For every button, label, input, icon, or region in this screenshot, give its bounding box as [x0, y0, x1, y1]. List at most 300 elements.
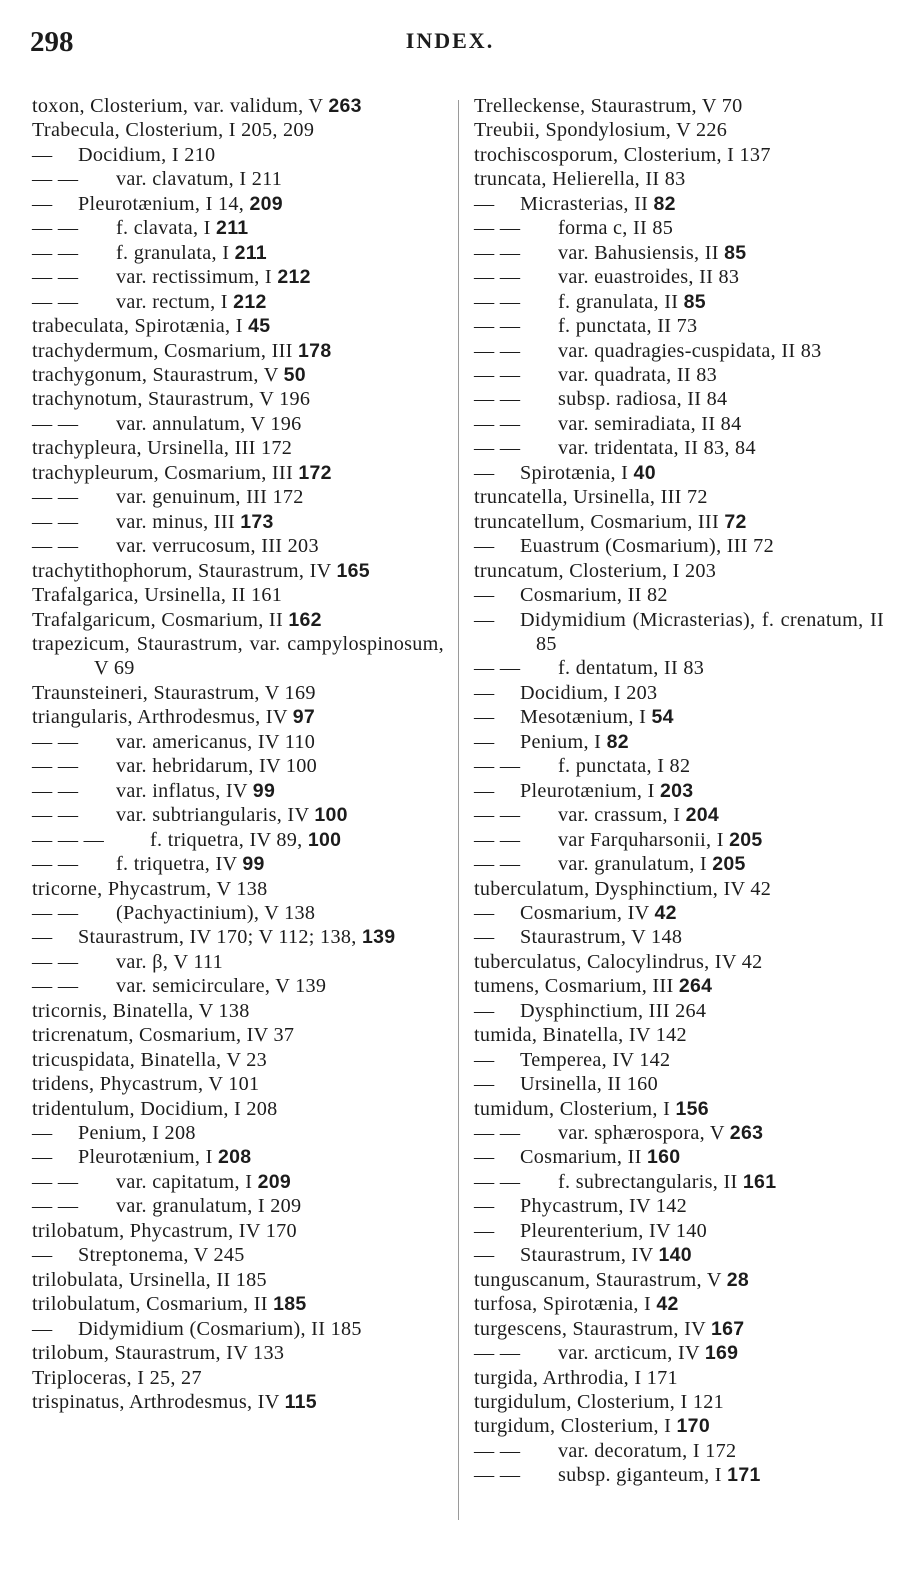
ditto-dash — [32, 779, 116, 803]
index-entry — [474, 1341, 884, 1365]
ditto-dash — [474, 583, 520, 607]
ditto-dash — [474, 925, 520, 949]
entry-bold-page: 205 — [712, 853, 746, 876]
index-entry — [474, 1390, 884, 1414]
entry-bold-page: 139 — [361, 926, 396, 949]
entry-bold-page: 211 — [234, 241, 267, 264]
entry-text: Trafalgarica, Ursinella, II 161 — [32, 584, 283, 607]
ditto-dash — [474, 241, 558, 265]
entry-text: Ursinella, II 160 — [520, 1073, 658, 1096]
entry-text: var. sphærospora, V — [558, 1122, 730, 1145]
ditto-dash — [474, 216, 558, 240]
entry-bold-page: 85 — [724, 241, 747, 264]
index-entry — [474, 852, 884, 876]
index-entry — [474, 1121, 884, 1145]
entry-bold-page: 100 — [314, 804, 348, 827]
index-entry — [32, 143, 444, 167]
index-entry — [474, 1243, 884, 1267]
ditto-dash — [474, 828, 558, 852]
entry-text: Trafalgaricum, Cosmarium, II — [32, 608, 289, 631]
ditto-dash — [474, 192, 520, 216]
entry-text: trachypleurum, Cosmarium, III — [32, 461, 299, 484]
index-entry — [32, 1341, 444, 1365]
entry-text: var. annulatum, V 196 — [116, 412, 302, 435]
entry-text: trachynotum, Staurastrum, V 196 — [32, 388, 311, 411]
entry-bold-page: 54 — [651, 706, 674, 729]
index-entry — [32, 1268, 444, 1292]
entry-bold-page: 178 — [298, 339, 332, 362]
ditto-dash — [474, 412, 558, 436]
entry-text: trilobum, Staurastrum, IV 133 — [32, 1342, 285, 1365]
index-entry — [474, 656, 884, 680]
index-entry — [32, 559, 444, 583]
index-entry — [474, 1317, 884, 1341]
entry-text: Temperea, IV 142 — [520, 1048, 671, 1071]
entry-bold-page: 82 — [606, 730, 629, 753]
index-entry — [32, 705, 444, 729]
entry-text: turfosa, Spirotænia, I — [474, 1293, 657, 1316]
entry-text: Staurastrum, V 148 — [520, 926, 683, 949]
entry-text: tuberculatus, Calocylindrus, IV 42 — [474, 950, 763, 973]
index-entry — [474, 534, 884, 558]
ditto-dash — [474, 1048, 520, 1072]
entry-text: var. granulatum, I 209 — [116, 1195, 302, 1218]
entry-text: f. triquetra, IV 89, — [150, 828, 308, 851]
entry-text: truncatella, Ursinella, III 72 — [474, 486, 708, 509]
ditto-dash — [32, 1317, 78, 1341]
index-entry — [32, 216, 444, 240]
index-entry — [32, 534, 444, 558]
ditto-dash — [474, 852, 558, 876]
entry-text: var. β, V 111 — [116, 950, 224, 973]
index-entry — [474, 265, 884, 289]
entry-bold-page: 40 — [633, 461, 656, 484]
entry-text: Pleurenterium, IV 140 — [520, 1219, 708, 1242]
index-entry — [32, 925, 444, 949]
entry-text: tricrenatum, Cosmarium, IV 37 — [32, 1024, 295, 1047]
index-entry — [32, 290, 444, 314]
entry-text: Trabecula, Closterium, I 205, 209 — [32, 119, 315, 142]
index-entry — [474, 974, 884, 998]
ditto-dash — [32, 216, 116, 240]
index-entry — [474, 363, 884, 387]
page-header — [30, 22, 870, 62]
entry-text: turgidum, Closterium, I — [474, 1415, 677, 1438]
index-entry — [32, 339, 444, 363]
entry-text: f. subrectangularis, II — [558, 1170, 743, 1193]
entry-text: Penium, I — [520, 730, 607, 753]
ditto-dash — [474, 534, 520, 558]
ditto-dash — [474, 1194, 520, 1218]
entry-text: var. semiradiata, II 84 — [558, 412, 742, 435]
entry-text: tumida, Binatella, IV 142 — [474, 1024, 687, 1047]
index-entry — [474, 925, 884, 949]
entry-text: Euastrum (Cosmarium), III 72 — [520, 535, 774, 558]
ditto-dash — [32, 167, 116, 191]
index-entry — [474, 461, 884, 485]
entry-bold-page: 99 — [242, 853, 265, 876]
entry-bold-page: 211 — [216, 217, 249, 240]
entry-bold-page: 171 — [727, 1464, 761, 1487]
column-divider — [458, 100, 459, 1520]
index-entry — [32, 1390, 444, 1414]
running-head: INDEX. — [405, 28, 495, 53]
entry-bold-page: 160 — [647, 1146, 681, 1169]
index-entry — [32, 485, 444, 509]
entry-bold-page: 205 — [729, 828, 763, 851]
ditto-dash — [474, 339, 558, 363]
entry-bold-page: 209 — [257, 1170, 292, 1193]
entry-text: Spirotænia, I — [520, 461, 634, 484]
index-entry — [474, 1292, 884, 1316]
index-entry — [32, 1048, 444, 1072]
ditto-dash — [474, 1439, 558, 1463]
entry-text: tunguscanum, Staurastrum, V — [474, 1268, 727, 1291]
index-entry — [474, 1414, 884, 1438]
ditto-dash — [474, 1145, 520, 1169]
index-entry — [32, 999, 444, 1023]
index-entry — [32, 1145, 444, 1169]
entry-bold-page: 185 — [273, 1293, 307, 1316]
entry-text: subsp. giganteum, I — [558, 1464, 728, 1487]
entry-text: var. verrucosum, III 203 — [116, 535, 319, 558]
entry-text: var. crassum, I — [558, 804, 686, 827]
entry-text: truncatum, Closterium, I 203 — [474, 559, 717, 582]
index-entry — [32, 1292, 444, 1316]
entry-text: trilobulatum, Cosmarium, II — [32, 1293, 274, 1316]
ditto-dash — [474, 656, 558, 680]
entry-text: var. minus, III — [116, 510, 241, 533]
index-entry — [32, 1023, 444, 1047]
entry-text: trochiscosporum, Closterium, I 137 — [474, 143, 771, 166]
index-entry — [474, 241, 884, 265]
index-entry — [474, 1439, 884, 1463]
index-entry — [474, 705, 884, 729]
entry-text: var. americanus, IV 110 — [116, 730, 316, 753]
entry-text: Cosmarium, II — [520, 1146, 647, 1169]
entry-bold-page: 212 — [233, 290, 267, 313]
index-entry — [474, 412, 884, 436]
index-entry — [32, 192, 444, 216]
index-entry — [474, 216, 884, 240]
entry-text: turgidulum, Closterium, I 121 — [474, 1391, 725, 1414]
entry-text: Streptonema, V 245 — [78, 1244, 245, 1267]
entry-text: Trelleckense, Staurastrum, V 70 — [474, 95, 743, 117]
entry-text: f. punctata, II 73 — [558, 315, 698, 338]
entry-text: tridentulum, Docidium, I 208 — [32, 1097, 278, 1120]
index-entry — [474, 1072, 884, 1096]
ditto-dash — [474, 461, 520, 485]
entry-text: f. dentatum, II 83 — [558, 657, 705, 680]
ditto-dash — [32, 265, 116, 289]
index-entry — [474, 1268, 884, 1292]
entry-text: tricuspidata, Binatella, V 23 — [32, 1048, 268, 1071]
entry-text: subsp. radiosa, II 84 — [558, 388, 728, 411]
entry-text: var. subtriangularis, IV — [116, 804, 315, 827]
index-entry — [474, 387, 884, 411]
entry-text: trachygonum, Staurastrum, V — [32, 363, 284, 386]
entry-bold-page: 85 — [683, 290, 706, 313]
ditto-dash — [32, 974, 116, 998]
entry-text: var. tridentata, II 83, 84 — [558, 437, 756, 460]
entry-text: var. quadragies-cuspidata, II 83 — [558, 339, 822, 362]
index-entry — [32, 1317, 444, 1341]
entry-text: Cosmarium, IV — [520, 901, 655, 924]
entry-text: var Farquharsonii, I — [558, 828, 730, 851]
index-entry — [474, 950, 884, 974]
index-entry — [32, 583, 444, 607]
entry-text: trachypleura, Ursinella, III 172 — [32, 437, 293, 460]
ditto-dash — [32, 143, 78, 167]
index-entry — [474, 803, 884, 827]
ditto-dash — [474, 901, 520, 925]
entry-bold-page: 100 — [307, 828, 342, 851]
entry-text: tricornis, Binatella, V 138 — [32, 999, 250, 1022]
index-column-right — [474, 94, 884, 1488]
index-entry — [474, 339, 884, 363]
ditto-dash — [474, 314, 558, 338]
ditto-dash — [32, 1145, 78, 1169]
entry-bold-page: 115 — [284, 1391, 317, 1414]
entry-text: Micrasterias, II — [520, 192, 654, 215]
entry-bold-page: 42 — [654, 901, 677, 924]
index-entry — [32, 632, 444, 681]
ditto-dash — [474, 779, 520, 803]
entry-bold-page: 156 — [675, 1097, 709, 1120]
entry-bold-page: 72 — [724, 510, 747, 533]
ditto-dash — [474, 1341, 558, 1365]
index-entry — [32, 461, 444, 485]
index-entry — [32, 241, 444, 265]
index-entry — [32, 265, 444, 289]
index-entry — [32, 314, 444, 338]
index-entry — [474, 681, 884, 705]
entry-bold-page: 161 — [742, 1170, 777, 1193]
entry-bold-page: 162 — [288, 608, 322, 631]
entry-text: Traunsteineri, Staurastrum, V 169 — [32, 681, 316, 704]
ditto-dash — [474, 705, 520, 729]
index-entry — [474, 167, 884, 191]
ditto-dash — [474, 1170, 558, 1194]
entry-bold-page: 170 — [676, 1415, 710, 1438]
entry-text: trachydermum, Cosmarium, III — [32, 339, 299, 362]
ditto-dash — [32, 412, 116, 436]
entry-text: var. Bahusiensis, II — [558, 241, 725, 264]
index-entry — [32, 167, 444, 191]
entry-text: Staurastrum, IV 170; V 112; 138, — [78, 926, 362, 949]
entry-text: var. granulatum, I — [558, 853, 713, 876]
page-number: 298 — [30, 26, 74, 58]
ditto-dash — [32, 1121, 78, 1145]
entry-text: var. capitatum, I — [116, 1170, 258, 1193]
index-entry — [32, 1097, 444, 1121]
index-entry — [474, 1048, 884, 1072]
entry-text: tumidum, Closterium, I — [474, 1097, 676, 1120]
entry-text: truncatellum, Cosmarium, III — [474, 510, 725, 533]
entry-bold-page: 169 — [704, 1342, 739, 1365]
index-entry — [474, 779, 884, 803]
ditto-dash — [32, 1243, 78, 1267]
ditto-dash — [32, 901, 116, 925]
ditto-dash — [32, 754, 116, 778]
index-entry — [474, 608, 884, 657]
index-entry — [32, 681, 444, 705]
index-entry — [474, 583, 884, 607]
entry-text: var. clavatum, I 211 — [116, 168, 283, 191]
entry-text: trispinatus, Arthrodesmus, IV — [32, 1391, 285, 1414]
entry-text: Triploceras, I 25, 27 — [32, 1366, 202, 1389]
index-entry — [474, 485, 884, 509]
entry-text: tumens, Cosmarium, III — [474, 975, 679, 998]
entry-text: f. clavata, I — [116, 217, 217, 240]
entry-text: truncata, Helierella, II 83 — [474, 168, 686, 191]
index-entry — [32, 1072, 444, 1096]
ditto-dash — [474, 265, 558, 289]
index-entry — [474, 143, 884, 167]
index-entry — [32, 754, 444, 778]
index-entry — [474, 1194, 884, 1218]
index-entry — [32, 94, 444, 118]
index-entry — [474, 559, 884, 583]
entry-text: var. hebridarum, IV 100 — [116, 755, 318, 778]
entry-text: Treubii, Spondylosium, V 226 — [474, 119, 728, 142]
index-entry — [474, 436, 884, 460]
entry-text: f. triquetra, IV — [116, 853, 243, 876]
ditto-dash — [474, 1243, 520, 1267]
entry-text: f. punctata, I 82 — [558, 755, 691, 778]
ditto-dash — [32, 485, 116, 509]
ditto-dash — [474, 387, 558, 411]
index-entry — [474, 999, 884, 1023]
index-entry — [474, 192, 884, 216]
index-entry — [474, 290, 884, 314]
entry-text: var. rectum, I — [116, 290, 234, 313]
index-entry — [32, 510, 444, 534]
ditto-dash — [32, 534, 116, 558]
ditto-dash — [32, 290, 116, 314]
entry-bold-page: 208 — [217, 1146, 252, 1169]
index-entry — [32, 1243, 444, 1267]
index-entry — [474, 1145, 884, 1169]
entry-text: Staurastrum, IV — [520, 1244, 659, 1267]
index-entry — [474, 877, 884, 901]
entry-bold-page: 209 — [249, 192, 283, 215]
entry-bold-page: 99 — [252, 779, 276, 802]
index-entry — [474, 1219, 884, 1243]
ditto-dash — [474, 608, 520, 632]
entry-text: f. granulata, II — [558, 290, 684, 313]
entry-bold-page: 28 — [726, 1268, 749, 1291]
entry-bold-page: 42 — [656, 1293, 679, 1316]
entry-text: trapezicum, Staurastrum, var. campylospinosum, V 69 — [32, 632, 444, 680]
ditto-dash — [474, 681, 520, 705]
index-entry — [474, 510, 884, 534]
index-entry — [32, 118, 444, 142]
entry-text: trabeculata, Spirotænia, I — [32, 315, 249, 338]
index-entry — [474, 1366, 884, 1390]
ditto-dash — [474, 436, 558, 460]
entry-text: Dysphinctium, III 264 — [520, 999, 707, 1022]
entry-text: trilobulata, Ursinella, II 185 — [32, 1268, 267, 1291]
index-entry — [474, 1097, 884, 1121]
entry-text: (Pachyactinium), V 138 — [116, 901, 316, 924]
entry-bold-page: 263 — [729, 1122, 764, 1145]
entry-text: tridens, Phycastrum, V 101 — [32, 1073, 260, 1096]
index-entry — [474, 1170, 884, 1194]
entry-bold-page: 82 — [653, 192, 676, 215]
ditto-dash — [32, 730, 116, 754]
ditto-dash — [474, 1121, 558, 1145]
index-entry — [32, 1170, 444, 1194]
ditto-dash — [474, 1463, 558, 1487]
ditto-dash — [32, 241, 116, 265]
index-entry — [32, 1366, 444, 1390]
entry-text: tricorne, Phycastrum, V 138 — [32, 877, 268, 900]
ditto-dash — [32, 828, 150, 852]
entry-text: turgida, Arthrodia, I 171 — [474, 1366, 678, 1389]
entry-text: Pleurotænium, I 14, — [78, 192, 250, 215]
ditto-dash — [32, 852, 116, 876]
ditto-dash — [32, 192, 78, 216]
index-entry — [474, 754, 884, 778]
entry-text: var. rectissimum, I — [116, 266, 278, 289]
entry-text: trilobatum, Phycastrum, IV 170 — [32, 1219, 297, 1242]
index-entry — [32, 974, 444, 998]
entry-text: var. semicirculare, V 139 — [116, 975, 327, 998]
entry-text: var. genuinum, III 172 — [116, 486, 304, 509]
ditto-dash — [32, 1194, 116, 1218]
entry-bold-page: 50 — [283, 363, 306, 386]
ditto-dash — [32, 950, 116, 974]
index-entry — [474, 94, 884, 118]
entry-bold-page: 97 — [292, 706, 315, 729]
index-entry — [474, 730, 884, 754]
entry-text: Cosmarium, II 82 — [520, 584, 668, 607]
index-entry — [32, 1194, 444, 1218]
entry-text: tuberculatum, Dysphinctium, IV 42 — [474, 877, 772, 900]
index-entry — [32, 852, 444, 876]
entry-text: Phycastrum, IV 142 — [520, 1195, 688, 1218]
entry-text: var. arcticum, IV — [558, 1342, 705, 1365]
index-entry — [474, 901, 884, 925]
ditto-dash — [474, 1072, 520, 1096]
entry-text: turgescens, Staurastrum, IV — [474, 1317, 711, 1340]
index-entry — [32, 436, 444, 460]
ditto-dash — [474, 730, 520, 754]
entry-text: Docidium, I 203 — [520, 681, 658, 704]
index-entry — [32, 412, 444, 436]
entry-text: var. inflatus, IV — [116, 779, 253, 802]
ditto-dash — [474, 363, 558, 387]
entry-text: forma c, II 85 — [558, 217, 674, 240]
entry-text: var. decoratum, I 172 — [558, 1439, 737, 1462]
entry-text: trachytithophorum, Staurastrum, IV — [32, 559, 337, 582]
entry-text: Pleurotænium, I — [78, 1146, 218, 1169]
index-entry — [474, 1023, 884, 1047]
index-entry — [474, 118, 884, 142]
index-entry — [474, 314, 884, 338]
entry-bold-page: 203 — [659, 779, 694, 802]
entry-text: Penium, I 208 — [78, 1122, 196, 1145]
entry-bold-page: 212 — [277, 266, 311, 289]
index-entry — [32, 901, 444, 925]
entry-bold-page: 140 — [658, 1244, 692, 1267]
entry-bold-page: 173 — [240, 510, 274, 533]
index-entry — [32, 779, 444, 803]
ditto-dash — [474, 999, 520, 1023]
ditto-dash — [474, 1219, 520, 1243]
ditto-dash — [474, 754, 558, 778]
